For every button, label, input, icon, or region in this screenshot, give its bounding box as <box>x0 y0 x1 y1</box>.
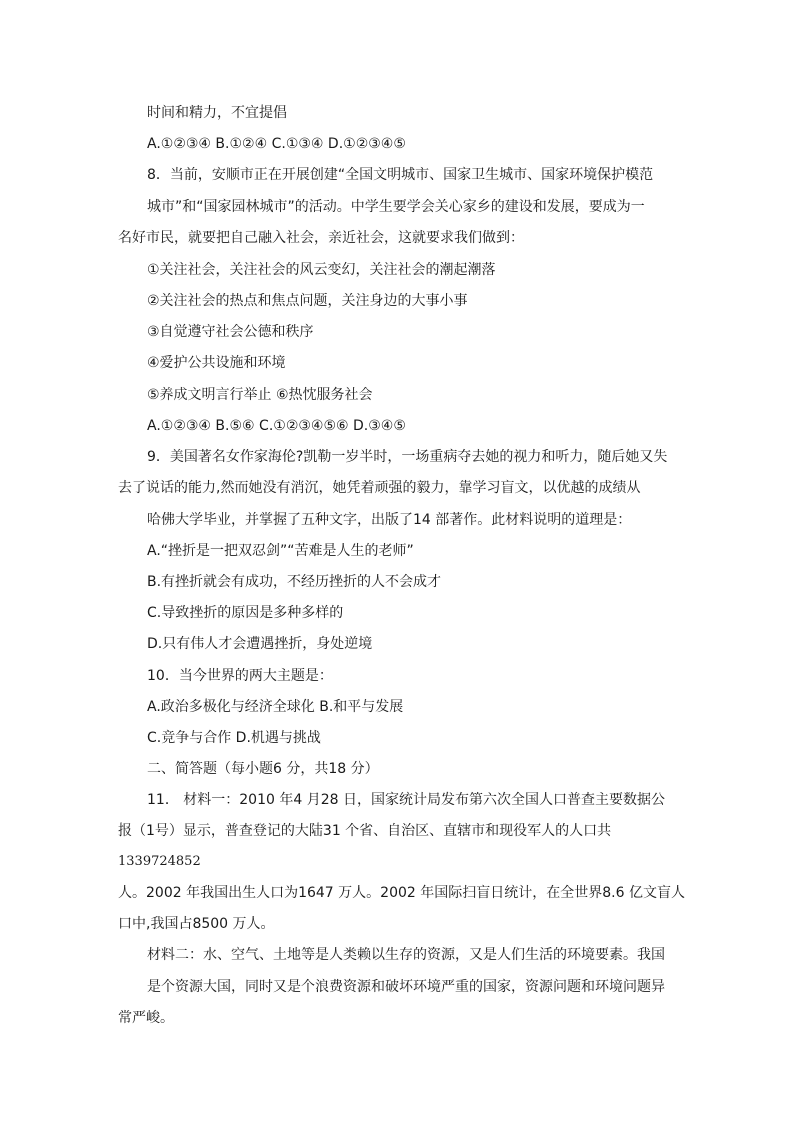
option-line: A.政治多极化与经济全球化 B.和平与发展 <box>147 699 404 715</box>
text-line: 时间和精力，不宜提倡 <box>147 105 287 121</box>
section-heading: 二、简答题（每小题6 分，共18 分） <box>147 761 379 777</box>
material-two: 材料二：水、空气、土地等是人类赖以生存的资源，又是人们生活的环境要素。我国 <box>147 947 665 963</box>
population-number: 1339724852 <box>118 854 201 869</box>
answer-options: A.①②③④ B.⑤⑥ C.①②③④⑤⑥ D.③④⑤ <box>147 418 406 434</box>
question-8: 8．当前，安顺市正在开展创建“全国文明城市、国家卫生城市、国家环境保护模范 <box>147 167 654 183</box>
text-line: 人。2002 年我国出生人口为1647 万人。2002 年国际扫盲日统计，在全世界8.6 亿文盲人 <box>118 885 685 901</box>
option-d: D.只有伟人才会遭遇挫折，身处逆境 <box>147 636 373 652</box>
text-line: 口中,我国占8500 万人。 <box>118 916 275 932</box>
question-11: 11． 材料一：2010 年4 月28 日，国家统计局发布第六次全国人口普查主要数据公 <box>147 792 665 808</box>
answer-options: A.①②③④ B.①②④ C.①③④ D.①②③④⑤ <box>147 136 406 152</box>
list-item: ⑤养成文明言行举止 ⑥热忱服务社会 <box>147 387 373 403</box>
list-item: ②关注社会的热点和焦点问题，关注身边的大事小事 <box>147 293 468 309</box>
option-c: C.导致挫折的原因是多种多样的 <box>147 605 344 621</box>
option-a: A.“挫折是一把双忍剑”“苦难是人生的老师” <box>147 543 414 559</box>
list-item: ③自觉遵守社会公德和秩序 <box>147 324 314 340</box>
list-item: ①关注社会，关注社会的风云变幻，关注社会的潮起潮落 <box>147 262 496 278</box>
option-b: B.有挫折就会有成功，不经历挫折的人不会成才 <box>147 574 442 590</box>
text-line: 常严峻。 <box>118 1010 174 1026</box>
question-9: 9．美国著名女作家海伦?凯勒一岁半时，一场重病夺去她的视力和听力，随后她又失 <box>147 449 668 465</box>
text-line: 去了说话的能力,然而她没有消沉，她凭着顽强的毅力，靠学习盲文，以优越的成绩从 <box>118 480 641 496</box>
text-line: 哈佛大学毕业，并掌握了五种文字，出版了14 部著作。此材料说明的道理是： <box>147 512 632 528</box>
text-line: 城市”和“国家园林城市”的活动。中学生要学会关心家乡的建设和发展，要成为一 <box>147 199 645 215</box>
option-line: C.竞争与合作 D.机遇与挑战 <box>147 730 321 746</box>
text-line: 是个资源大国，同时又是个浪费资源和破坏环境严重的国家，资源问题和环境问题异 <box>147 979 665 995</box>
text-line: 名好市民，就要把自己融入社会，亲近社会，这就要求我们做到： <box>118 230 524 246</box>
list-item: ④爱护公共设施和环境 <box>147 355 286 371</box>
question-10: 10．当今世界的两大主题是： <box>147 668 333 684</box>
text-line: 报（1号）显示，普查登记的大陆31 个省、自治区、直辖市和现役军人的人口共 <box>118 823 612 839</box>
